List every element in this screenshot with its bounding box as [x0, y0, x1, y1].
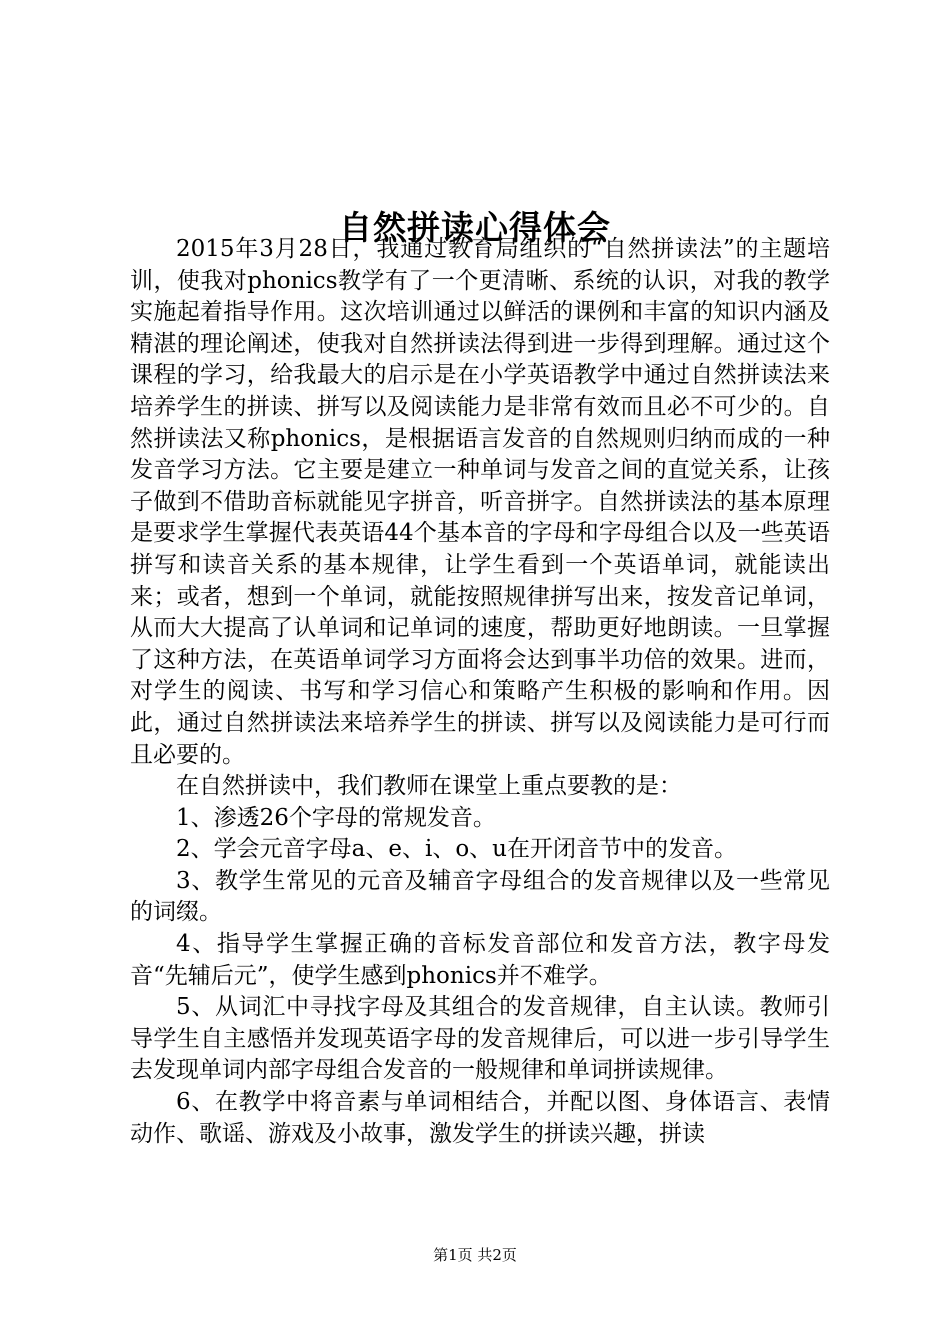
list-item-5: 5、从词汇中寻找字母及其组合的发音规律，自主认读。教师引导学生自主感悟并发现英语字母的发音规律后，可以进一步引导学生去发现单词内部字母组合发音的一般规律和单词拼读规律。	[130, 994, 830, 1084]
paragraph-teaching-points: 在自然拼读中，我们教师在课堂上重点要教的是：	[176, 773, 682, 800]
document-title: 自然拼读心得体会	[339, 208, 611, 248]
list-item-4: 4、指导学生掌握正确的音标发音部位和发音方法，教字母发音“先辅后元”，使学生感到phonics并不难学。	[130, 931, 830, 989]
list-item-2: 2、学会元音字母a、e、i、o、u在开闭音节中的发音。	[176, 836, 737, 863]
list-item-6: 6、在教学中将音素与单词相结合，并配以图、身体语言、表情动作、歌谣、游戏及小故事，激发学生的拼读兴趣，拼读	[130, 1089, 830, 1147]
page-footer: 第1页 共2页	[433, 1246, 517, 1264]
list-item-3: 3、教学生常见的元音及辅音字母组合的发音规律以及一些常见的词缀。	[130, 867, 830, 926]
document-body	[130, 234, 830, 1150]
paragraph-intro: 2015年3月28日，我通过教育局组织的“自然拼读法”的主题培训，使我对phonics教学有了一个更清晰、系统的认识，对我的教学实施起着指导作用。这次培训通过以鲜活的课例和丰富的知识内涵及精湛的理论阐述，使我对自然拼读法得到进一步得到理解。通过这个课程的学习，给我最大的启示是在小学英语教学中通过自然拼读法来培养学生的拼读、拼写以及阅读能力是非常有效而且必不可少的。自然拼读法又称phonics，是根据语言发音的自然规则归纳而成的一种发音学习方法。它主要是建立一种单词与发音之间的直觉关系，让孩子做到不借助音标就能见字拼音，听音拼字。自然拼读法的基本原理是要求学生掌握代表英语44个基本音的字母和字母组合以及一些英语拼写和读音关系的基本规律，让学生看到一个英语单词，就能读出来；或者，想到一个单词，就能按照规律拼写出来，按发音记单词，从而大大提高了认单词和记单词的速度，帮助更好地朗读。一旦掌握了这种方法，在英语单词学习方面将会达到事半功倍的效果。进而，对学生的阅读、书写和学习信心和策略产生积极的影响和作用。因此，通过自然拼读法来培养学生的拼读、拼写以及阅读能力是可行而且必要的。	[130, 236, 830, 768]
list-item-1: 1、渗透26个字母的常规发音。	[176, 804, 496, 831]
